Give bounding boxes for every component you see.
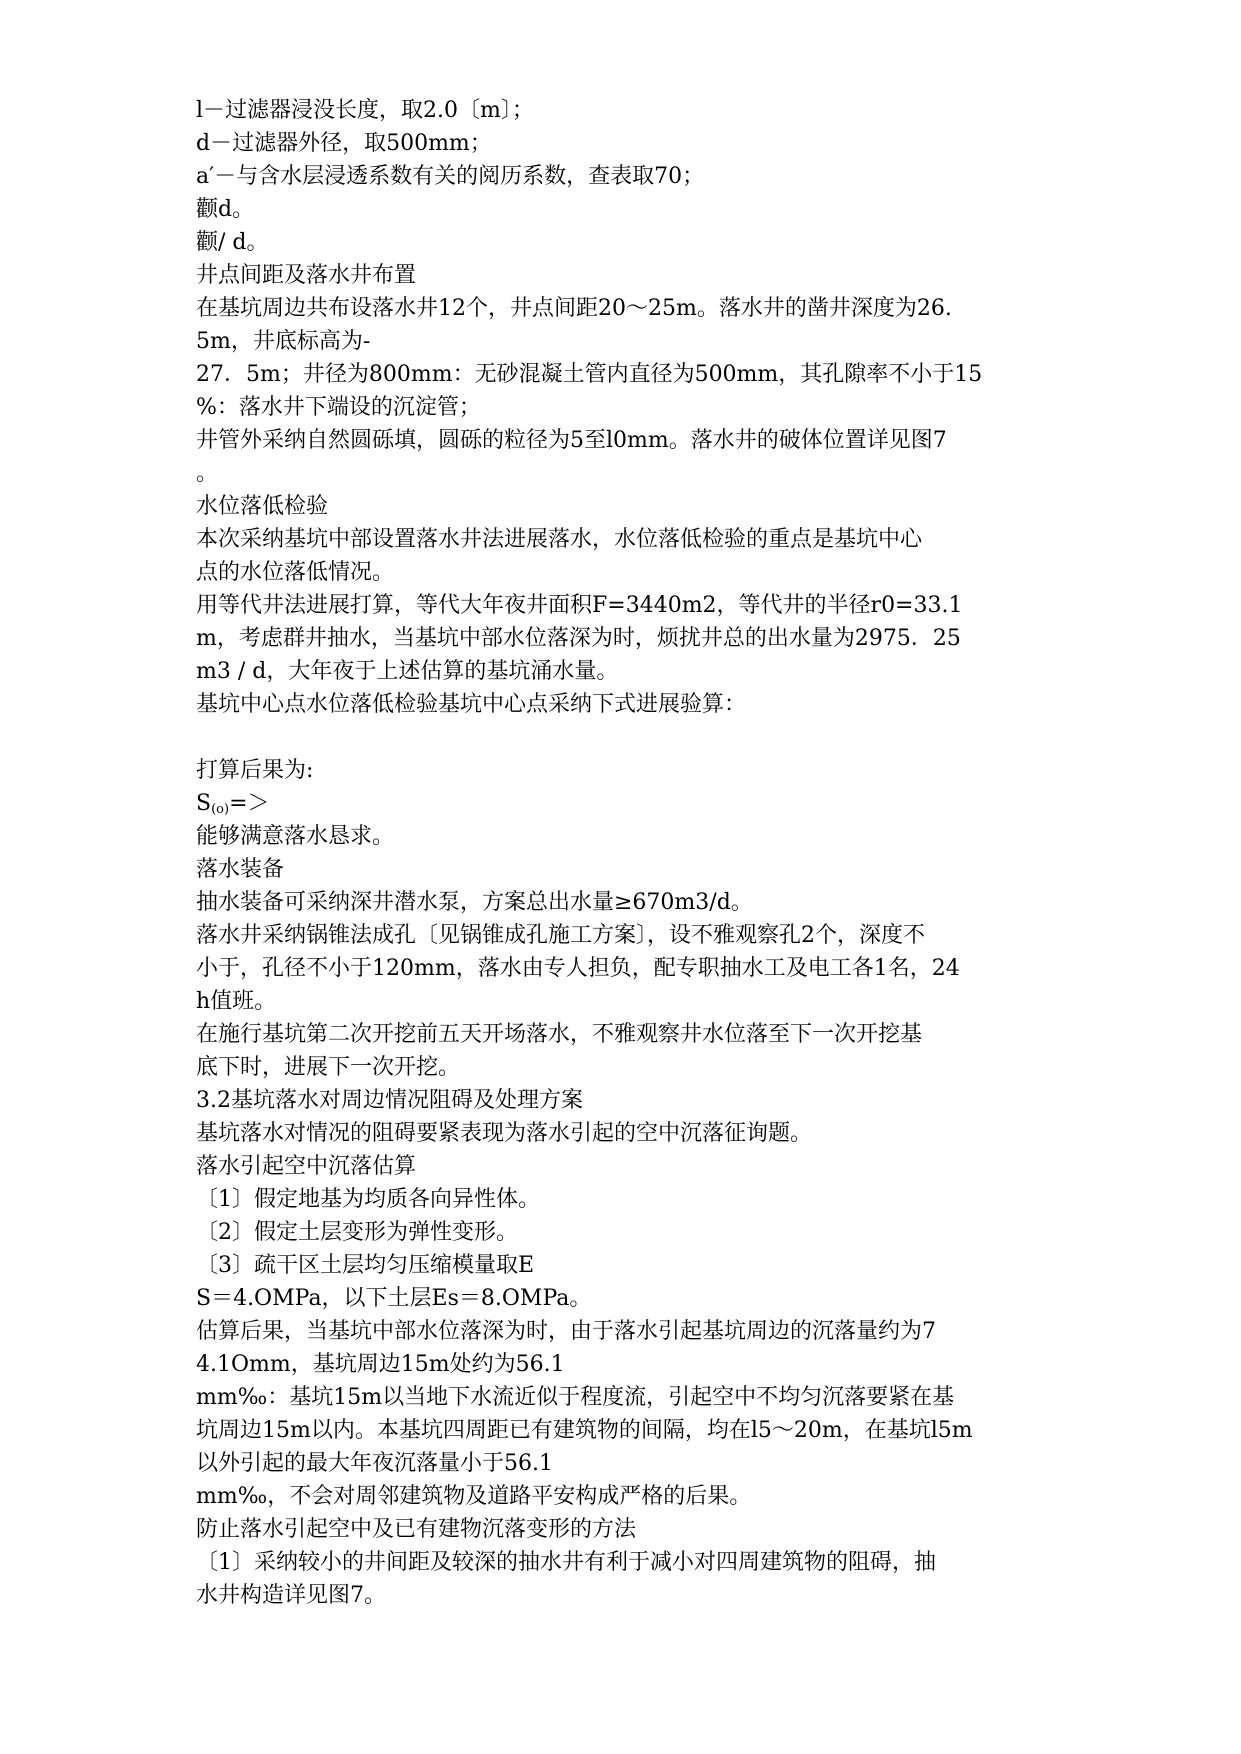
- formula-subscript: (o): [211, 802, 230, 817]
- text-line: S＝4.OMPa，以下土层Es＝8.OMPa。: [196, 1286, 592, 1311]
- text-line: l－过滤器浸没长度，取2.0〔m〕；: [196, 98, 534, 123]
- text-line: 在基坑周边共布设落水井12个，井点间距20～25m。落水井的凿井深度为26.: [196, 296, 952, 321]
- text-line: 坑周边15m以内。本基坑四周距已有建筑物的间隔，均在l5～20m，在基坑l5m: [196, 1418, 973, 1443]
- text-line: 〔1〕采纳较小的井间距及较深的抽水井有利于减小对四周建筑物的阻碍，抽: [196, 1550, 936, 1575]
- text-line: 〔2〕假定土层变形为弹性变形。: [196, 1220, 518, 1245]
- text-line: 〔3〕疏干区土层均匀压缩模量取E: [196, 1253, 535, 1278]
- text-line: 27．5m；井径为800mm：无砂混凝土管内直径为500mm，其孔隙率不小于15: [196, 362, 983, 387]
- result-label: 打算后果为:: [196, 758, 314, 783]
- formula-rest: =＞: [229, 791, 270, 816]
- section-heading: 落水装备: [196, 857, 285, 882]
- text-line: d－过滤器外径，取500mm；: [196, 131, 492, 156]
- text-line: 。: [196, 461, 219, 486]
- text-line: 估算后果，当基坑中部水位落深为时，由于落水引起基坑周边的沉落量约为7: [196, 1319, 936, 1344]
- text-line: 井管外采纳自然圆砾填，圆砾的粒径为5至l0mm。落水井的破体位置详见图7: [196, 428, 947, 453]
- text-line: mm‰，不会对周邻建筑物及道路平安构成严格的后果。: [196, 1484, 752, 1509]
- text-line: 4.1Omm，基坑周边15m处约为56.1: [196, 1352, 565, 1377]
- text-line: 点的水位落低情况。: [196, 560, 395, 585]
- text-line: mm‰：基坑15m以当地下水流近似于程度流，引起空中不均匀沉落要紧在基: [196, 1385, 955, 1410]
- text-line: 〔1〕假定地基为均质各向异性体。: [196, 1187, 540, 1212]
- formula: [196, 787, 1056, 820]
- section-heading: 落水引起空中沉落估算: [196, 1154, 417, 1179]
- text-line: 底下时，进展下一次开挖。: [196, 1055, 461, 1080]
- text-line: 颧d。: [196, 197, 255, 222]
- text-line: 落水井采纳锅锥法成孔〔见锅锥成孔施工方案〕，设不雅观察孔2个，深度不: [196, 923, 925, 948]
- text-line: 在施行基坑第二次开挖前五天开场落水，不雅观察井水位落至下一次开挖基: [196, 1022, 923, 1047]
- text-line: %：落水井下端设的沉淀管；: [196, 395, 481, 420]
- formula-symbol: S: [196, 791, 212, 816]
- text-line: 以外引起的最大年夜沉落量小于56.1: [196, 1451, 553, 1476]
- text-line: 抽水装备可采纳深井潜水泵，方案总出水量≥670m3/d。: [196, 890, 753, 915]
- text-line: 本次采纳基坑中部设置落水井法进展落水，水位落低检验的重点是基坑中心: [196, 527, 923, 552]
- text-line: 小于，孔径不小于120mm，落水由专人担负，配专职抽水工及电工各1名，24: [196, 956, 960, 981]
- text-line: m，考虑群井抽水，当基坑中部水位落深为时，烦扰井总的出水量为2975．25: [196, 626, 961, 651]
- text-line: a′－与含水层浸透系数有关的阅历系数，查表取70；: [196, 164, 705, 189]
- text-line: 颧/ d。: [196, 230, 269, 255]
- section-heading: 水位落低检验: [196, 494, 329, 519]
- text-line: 能够满意落水恳求。: [196, 824, 395, 849]
- text-line: 基坑中心点水位落低检验基坑中心点采纳下式进展验算：: [196, 692, 747, 717]
- text-line: 用等代井法进展打算，等代大年夜井面积F=3440m2，等代井的半径r0=33.1: [196, 593, 963, 618]
- text-line: h值班。: [196, 989, 277, 1014]
- section-heading: 井点间距及落水井布置: [196, 263, 417, 288]
- text-line: 基坑落水对情况的阻碍要紧表现为落水引起的空中沉落征询题。: [196, 1121, 813, 1146]
- section-heading: 3.2基坑落水对周边情况阻碍及处理方案: [196, 1088, 583, 1113]
- blank-line: [196, 721, 1056, 754]
- text-line: 5m，井底标高为-: [196, 329, 371, 354]
- text-line: m3 / d，大年夜于上述估算的基坑涌水量。: [196, 659, 619, 684]
- section-heading: 防止落水引起空中及已有建物沉落变形的方法: [196, 1517, 637, 1542]
- text-line: 水井构造详见图7。: [196, 1583, 386, 1608]
- document-page: [196, 94, 1056, 1612]
